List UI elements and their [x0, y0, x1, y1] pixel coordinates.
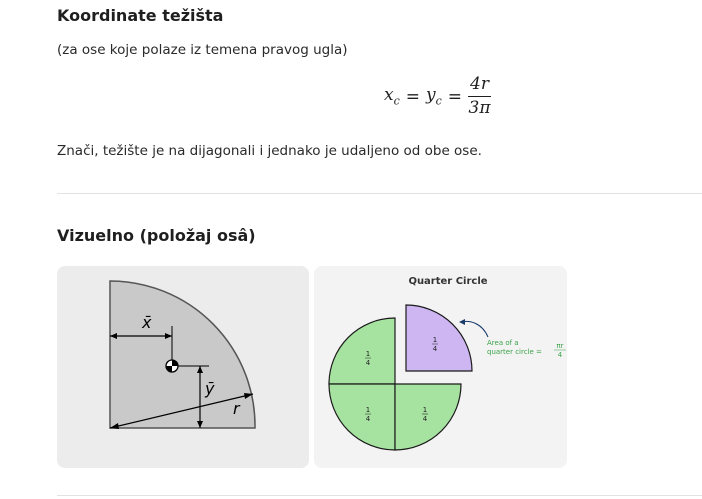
br-num: 1: [422, 406, 428, 414]
centroid-marker-icon: [166, 360, 178, 372]
section-title-centroid: Koordinate težišta: [57, 6, 224, 25]
tl-num: 1: [365, 350, 371, 358]
tr-den: 4: [432, 345, 438, 353]
formula-numerator: 4r: [468, 76, 491, 97]
formula-x: x: [384, 85, 394, 106]
formula-denominator: 3π: [468, 98, 491, 118]
centroid-diagram: [57, 266, 309, 468]
bl-den: 4: [365, 415, 371, 423]
section-title-visual: Vizuelno (položaj osâ): [57, 226, 256, 245]
tr-num: 1: [432, 336, 438, 344]
quarter-circle-area-diagram: [314, 266, 567, 468]
subtitle-axes: (za ose koje polaze iz temena pravog ugla): [57, 42, 348, 58]
annotation-line2: quarter circle =: [487, 348, 542, 356]
formula-fraction: [468, 76, 491, 117]
figure-quarter-circle-centroid: [57, 266, 309, 468]
annotation-arrowhead-icon: [459, 319, 465, 325]
tl-den: 4: [365, 359, 371, 367]
annotation-denominator: 4: [557, 351, 563, 359]
formula-x-sub: c: [393, 94, 400, 108]
annotation-line1: Area of a: [487, 339, 519, 347]
br-den: 4: [422, 415, 428, 423]
figure-quarter-circle-area: [314, 266, 567, 468]
quarter-bottom-left: [329, 384, 395, 450]
quarter-top-left: [329, 318, 395, 384]
quarter-bottom-right: [395, 384, 461, 450]
formula-y-sub: c: [435, 94, 442, 108]
divider: [57, 193, 702, 194]
quarter-detached: [406, 305, 472, 371]
radius-label: r: [233, 399, 240, 418]
bottom-divider: [57, 495, 702, 496]
formula-y: y: [426, 85, 436, 106]
annotation-numerator: πr: [556, 342, 564, 350]
xbar-label: x̄: [142, 313, 152, 332]
formula-eq1: =: [405, 86, 421, 107]
bl-num: 1: [365, 406, 371, 414]
centroid-formula: [384, 76, 491, 117]
diagram-title: Quarter Circle: [408, 276, 488, 287]
annotation-arrow-curve: [461, 321, 488, 337]
conclusion-text: Znači, težište je na dijagonali i jednako je udaljeno od obe ose.: [57, 143, 482, 159]
formula-eq2: =: [447, 86, 463, 107]
ybar-label: ȳ: [205, 379, 215, 398]
